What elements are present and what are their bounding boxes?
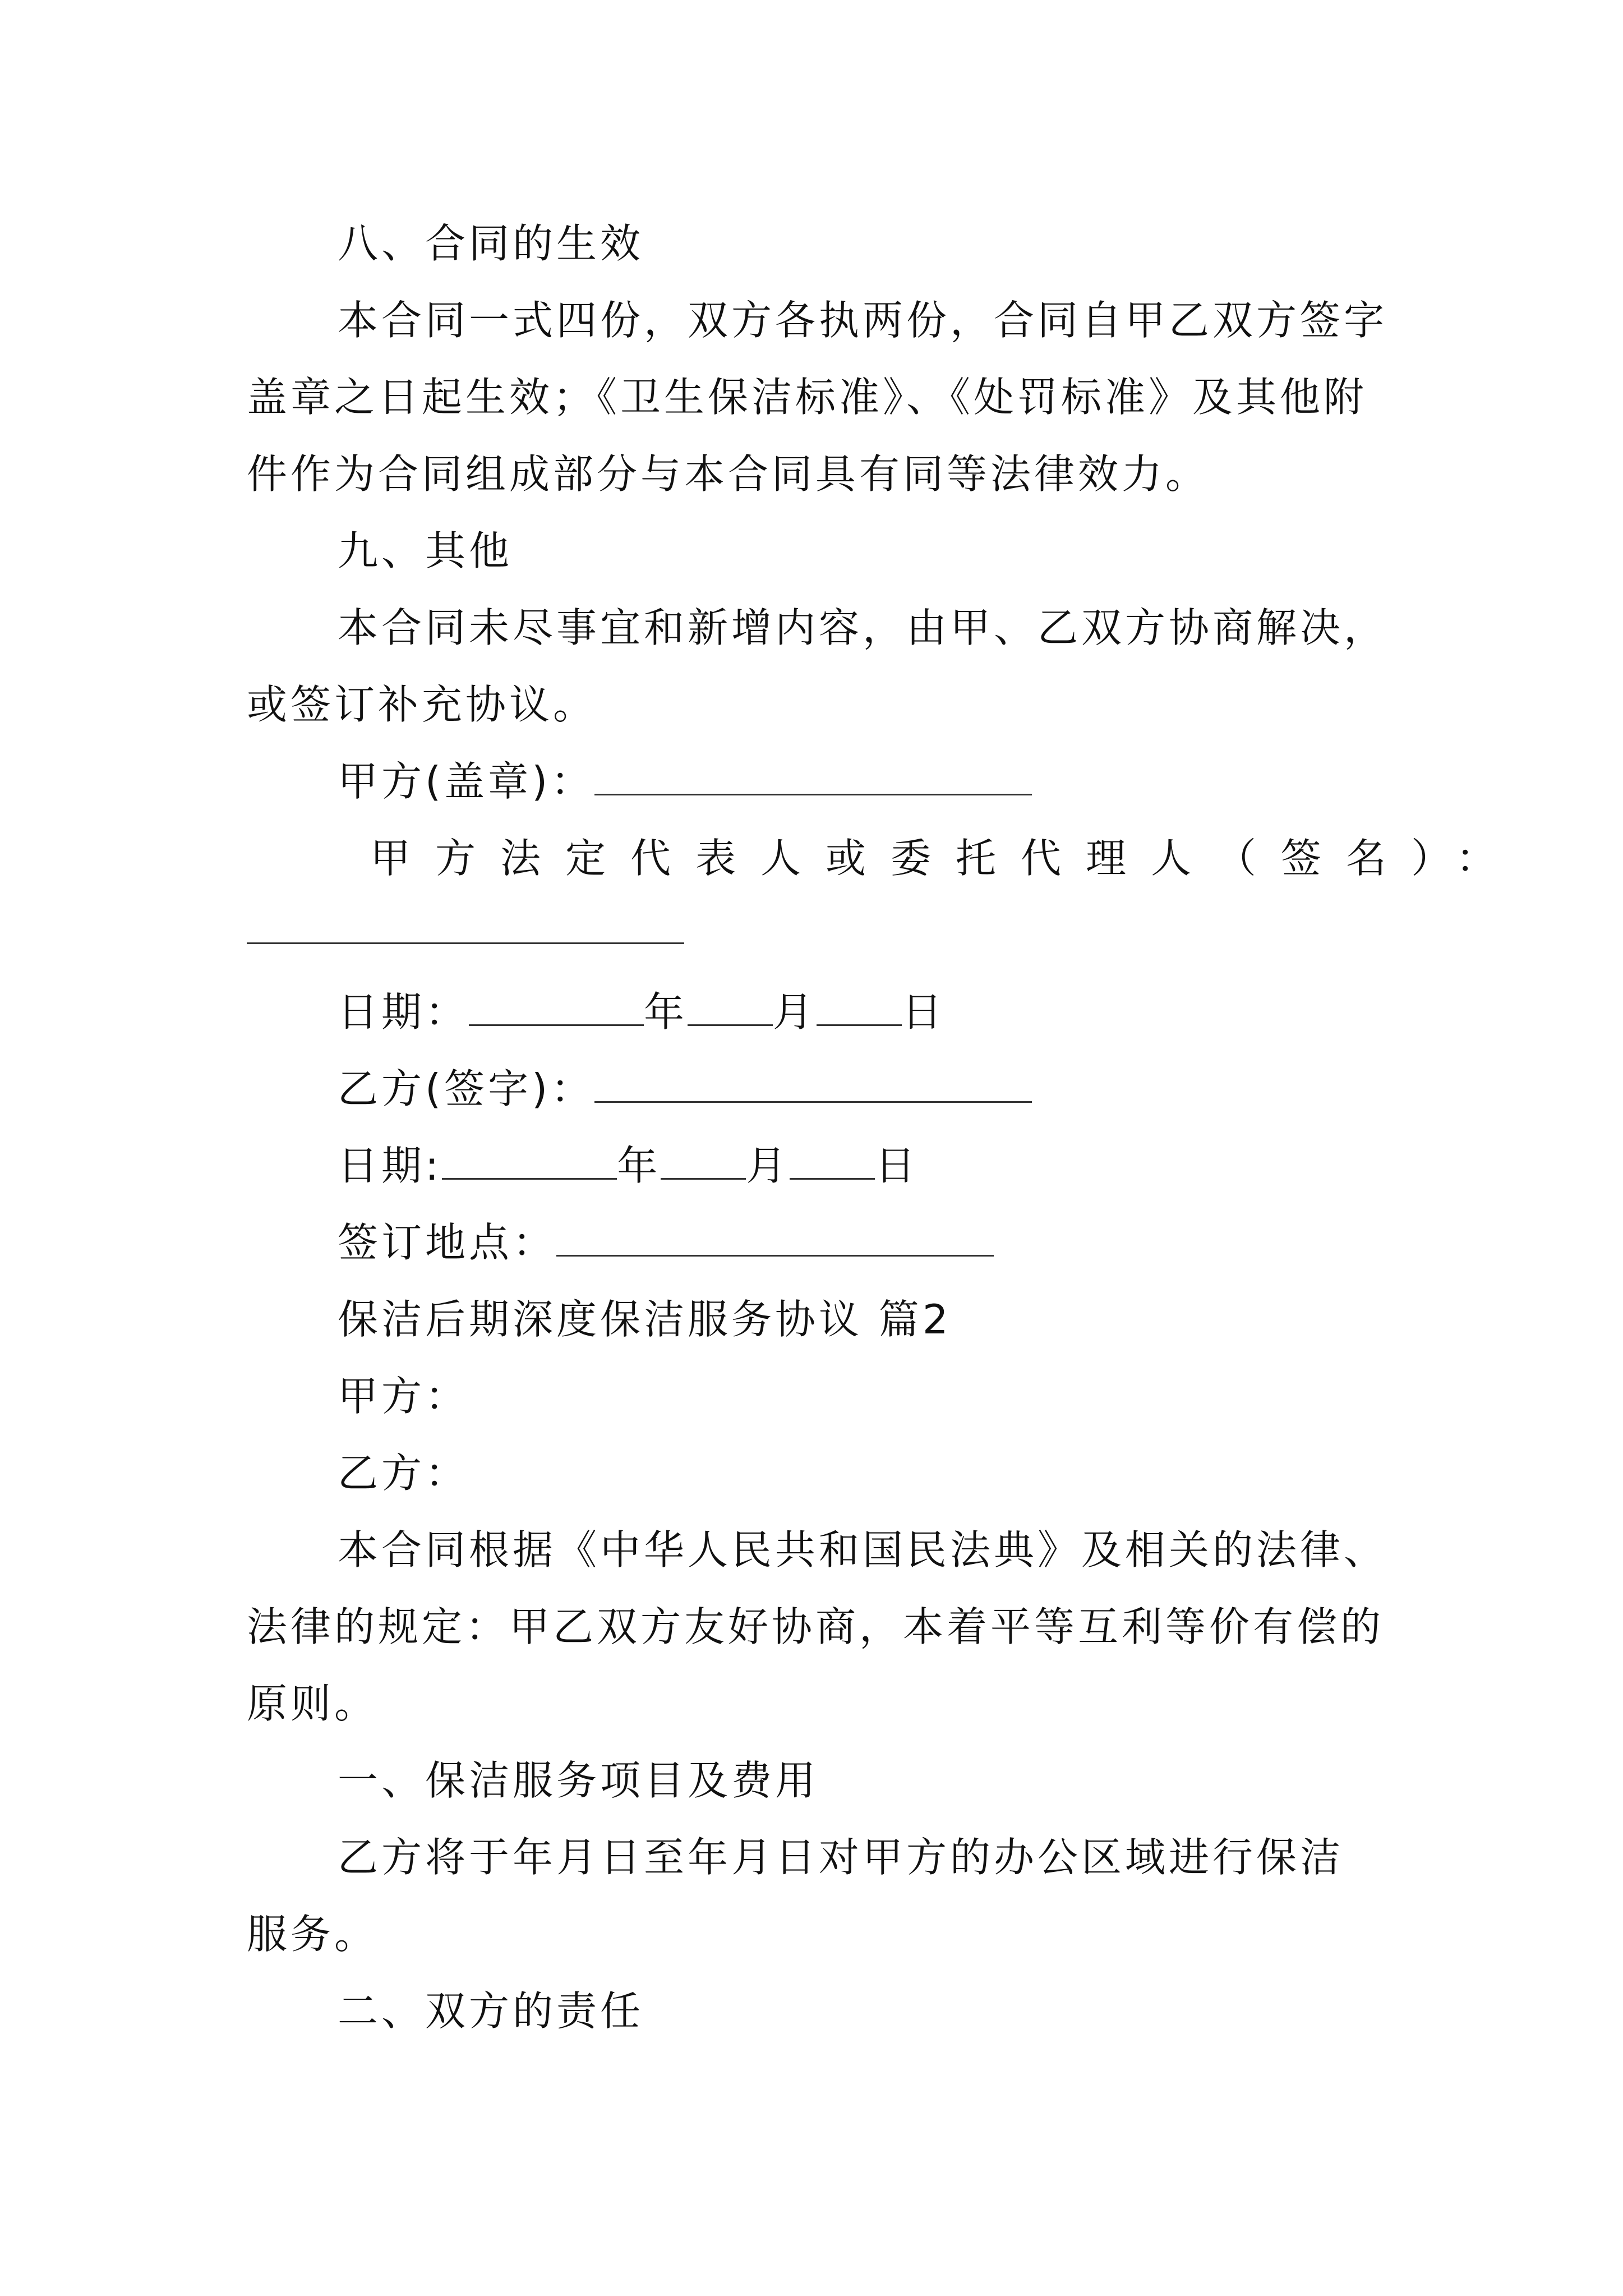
party-b-sign-label: 乙方(签字)： xyxy=(338,1065,595,1112)
paragraph-line: 盖章之日起生效；《卫生保洁标准》、《处罚标准》及其他附 xyxy=(247,374,1368,421)
party-b-sign-line xyxy=(338,1062,1032,1116)
paragraph-line: 件作为合同组成部分与本合同具有同等法律效力。 xyxy=(247,450,1210,498)
date-line-2 xyxy=(338,1139,919,1193)
party-b-label: 乙方： xyxy=(338,1450,469,1497)
section-8-heading: 八、合同的生效 xyxy=(338,220,644,267)
sign-place-line xyxy=(338,1216,994,1269)
section-1-heading: 一、保洁服务项目及费用 xyxy=(338,1757,819,1804)
party-a-seal-line xyxy=(338,754,1032,808)
paragraph-line: 服务。 xyxy=(247,1911,379,1958)
agreement-title-2: 保洁后期深度保洁服务协议 篇2 xyxy=(338,1296,952,1343)
day-blank xyxy=(790,1143,875,1180)
section-2-heading: 二、双方的责任 xyxy=(338,1987,644,2035)
paragraph-line: 或签订补充协议。 xyxy=(247,681,597,728)
paragraph-line: 乙方将于年月日至年月日对甲方的办公区域进行保洁 xyxy=(338,1834,1344,1881)
month-label: 月 xyxy=(773,988,817,1036)
sign-place-label: 签订地点： xyxy=(338,1219,557,1266)
paragraph-line: 原则。 xyxy=(247,1680,379,1727)
month-label: 月 xyxy=(746,1142,790,1189)
date-label: 日期: xyxy=(338,1142,442,1189)
day-blank xyxy=(817,990,902,1026)
party-a-rep-label: 甲方法定代表人或委托代理人（签名）： xyxy=(370,835,1521,882)
month-blank xyxy=(661,1143,746,1180)
sign-place-blank xyxy=(556,1220,994,1257)
paragraph-line: 本合同未尽事宜和新增内容，由甲、乙双方协商解决， xyxy=(338,604,1388,651)
paragraph-line: 本合同一式四份，双方各执两份，合同自甲乙双方签字 xyxy=(338,297,1388,344)
party-a-seal-label: 甲方(盖章)： xyxy=(338,758,595,805)
month-blank xyxy=(688,990,773,1026)
year-blank xyxy=(469,990,644,1026)
section-9-heading: 九、其他 xyxy=(338,527,513,574)
paragraph-line: 本合同根据《中华人民共和国民法典》及相关的法律、 xyxy=(338,1526,1388,1573)
day-label: 日 xyxy=(902,988,946,1036)
party-a-label: 甲方： xyxy=(338,1373,469,1420)
year-label: 年 xyxy=(644,988,688,1036)
day-label: 日 xyxy=(875,1142,919,1189)
party-b-sign-blank xyxy=(594,1066,1032,1103)
party-a-rep-blank xyxy=(247,942,684,944)
year-label: 年 xyxy=(617,1142,661,1189)
party-a-seal-blank xyxy=(594,759,1032,795)
date-line-1 xyxy=(338,985,946,1039)
year-blank xyxy=(442,1143,617,1180)
date-label: 日期： xyxy=(338,988,469,1036)
paragraph-line: 法律的规定：甲乙双方友好协商，本着平等互利等价有偿的 xyxy=(247,1603,1385,1650)
